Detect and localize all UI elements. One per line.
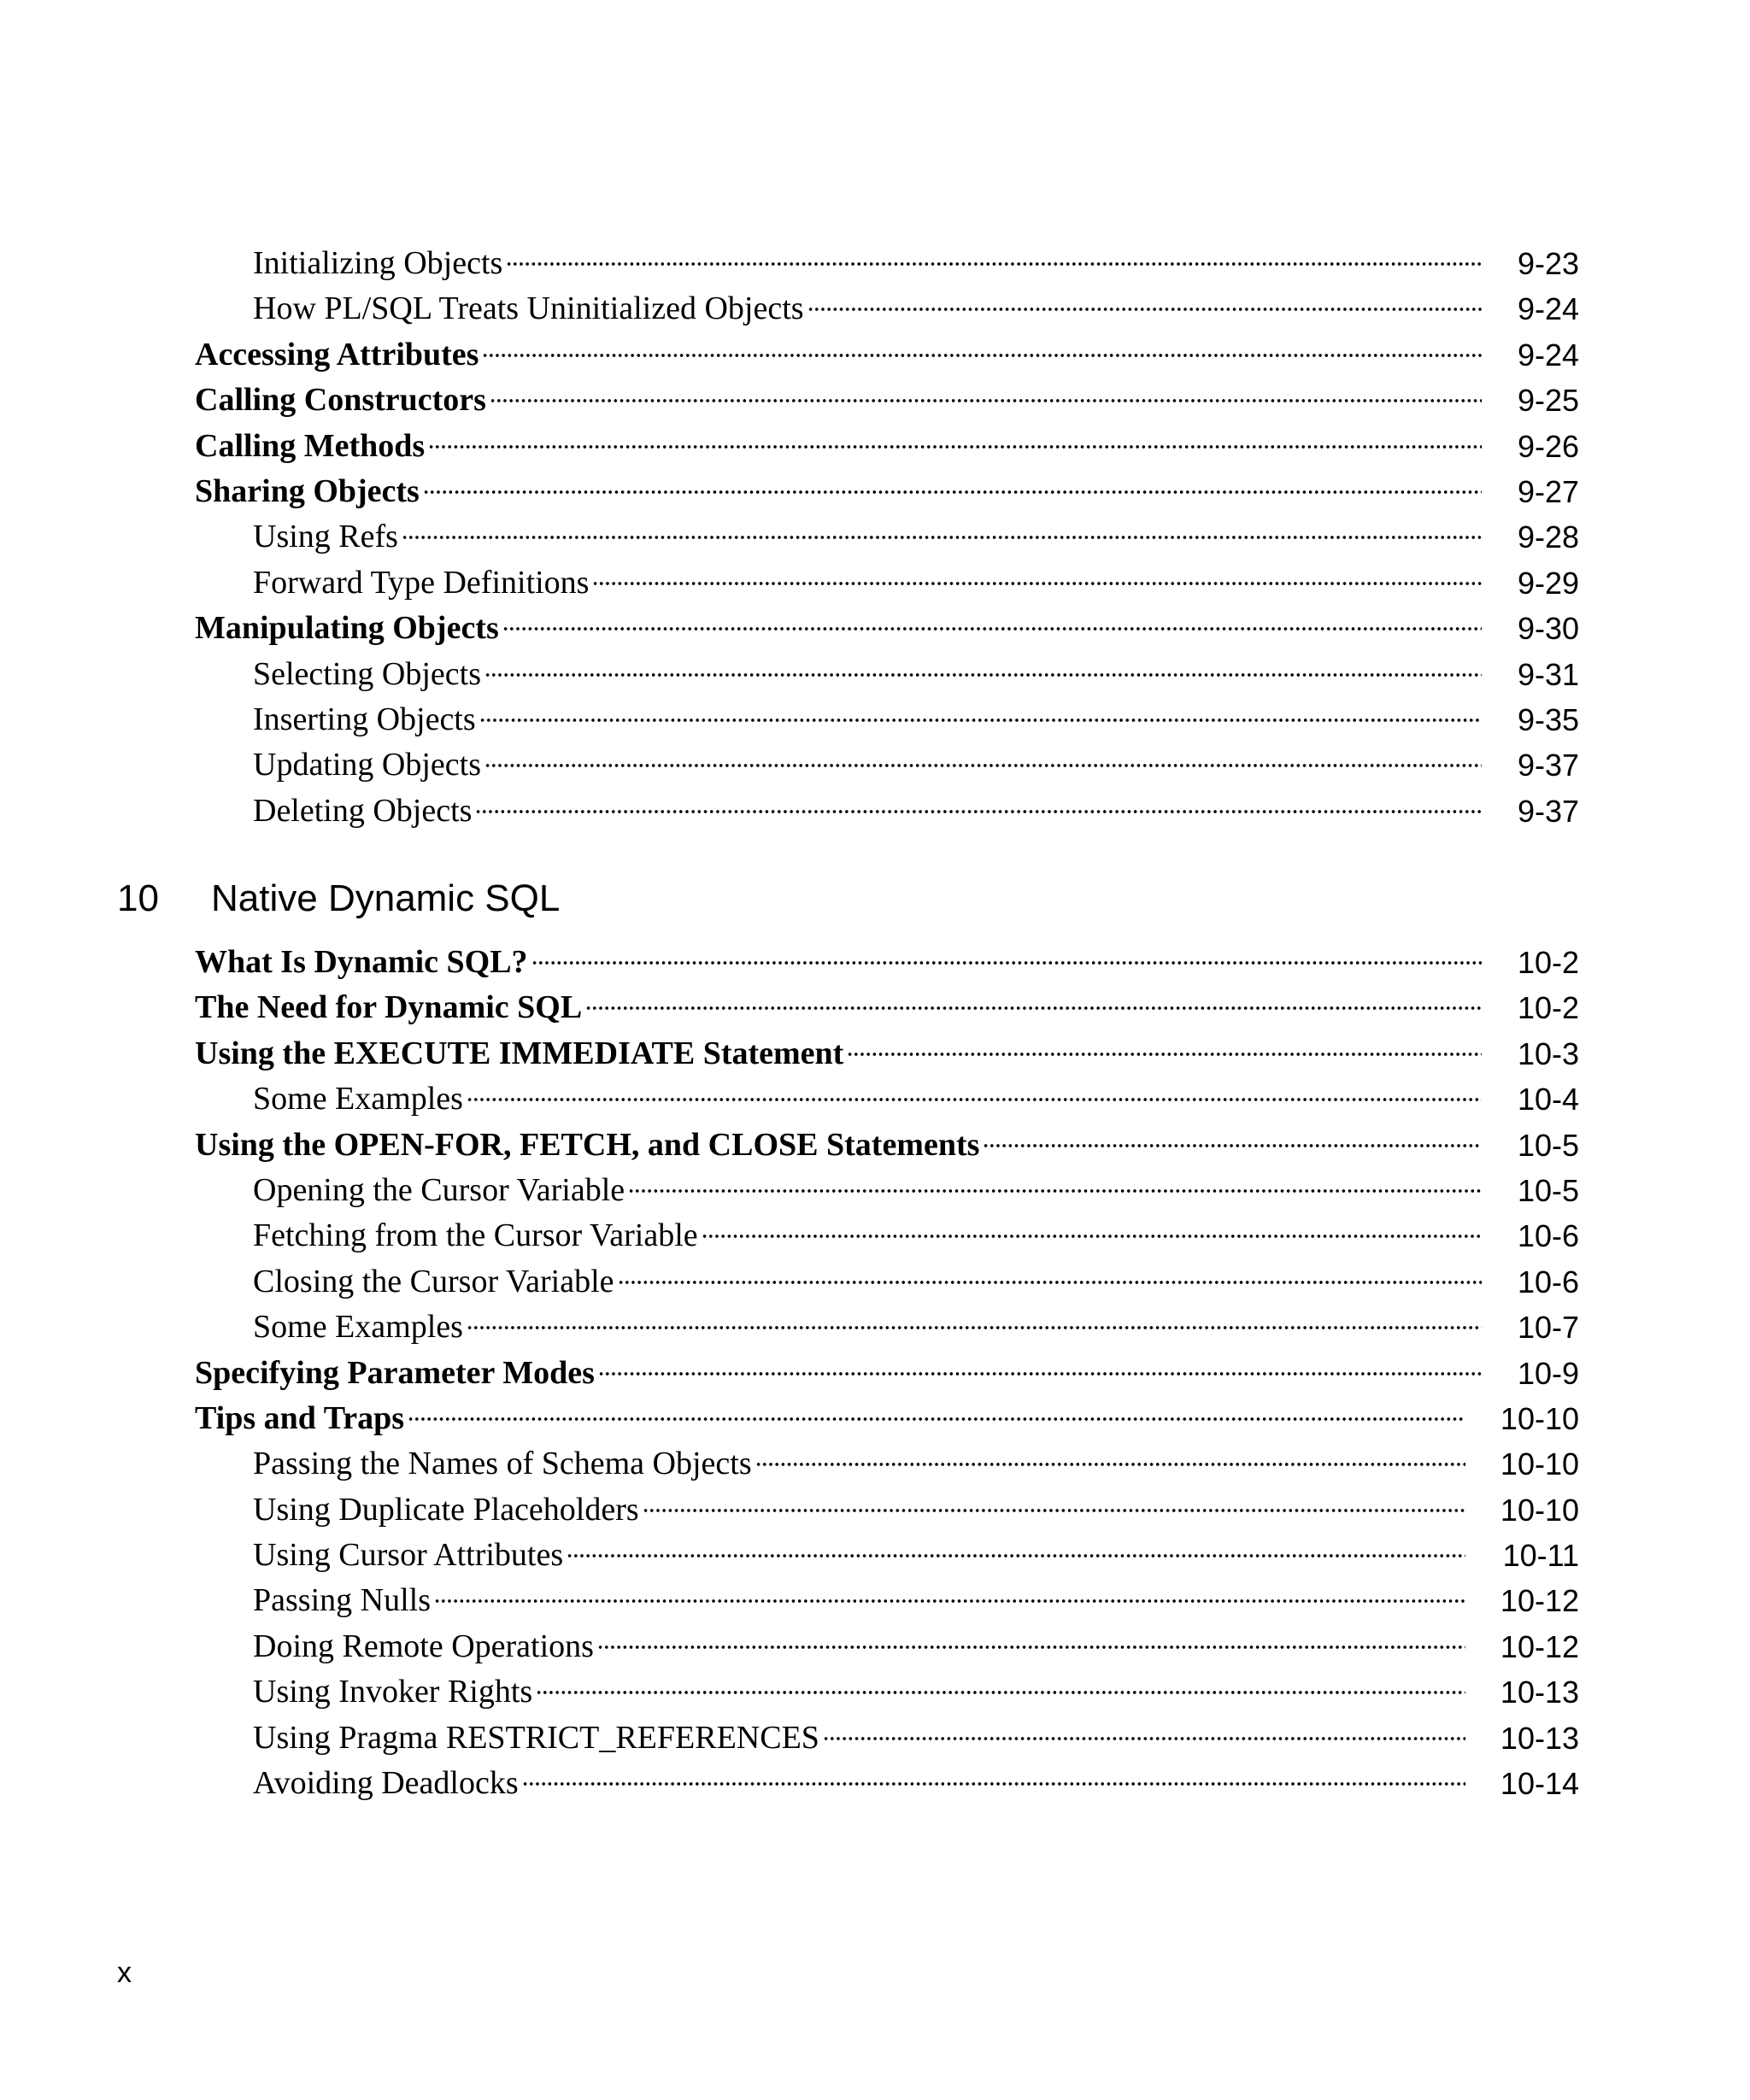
toc-entry-line [253, 1441, 1465, 1487]
toc-entry-page-number: 10-10 [1500, 1446, 1579, 1482]
toc-entry-line [195, 1351, 1482, 1396]
dot-leader [531, 959, 1482, 966]
dot-leader [423, 489, 1482, 496]
toc-entry[interactable] [0, 1716, 1750, 1761]
toc-entry-line [253, 1716, 1465, 1761]
toc-entry-page-number: 9-27 [1517, 473, 1579, 509]
dot-leader [643, 1507, 1465, 1514]
dot-leader [475, 808, 1482, 815]
toc-entry-page-number: 9-29 [1517, 565, 1579, 601]
toc-entry-line [253, 241, 1482, 286]
toc-entry-title: Closing the Cursor Variable [253, 1263, 614, 1299]
toc-entry-line [253, 1213, 1482, 1258]
toc-entry-title: Using the OPEN-FOR, FETCH, and CLOSE Statements [195, 1126, 980, 1163]
dot-leader [502, 625, 1482, 632]
dot-leader [479, 717, 1482, 724]
chapter-number: 10 [117, 877, 159, 919]
toc-entry-page-number: 10-7 [1517, 1310, 1579, 1346]
toc-entry-title: Using Invoker Rights [253, 1674, 533, 1710]
toc-entry-title: Doing Remote Operations [253, 1628, 594, 1664]
toc-entry[interactable] [0, 1533, 1750, 1578]
toc-entry-line [195, 1396, 1465, 1441]
toc-entry[interactable] [0, 332, 1750, 378]
toc-entry-page-number: 9-24 [1517, 337, 1579, 372]
toc-entry[interactable] [0, 697, 1750, 742]
toc-entry-line [195, 469, 1482, 514]
toc-entry[interactable] [0, 378, 1750, 423]
toc-entry-page-number: 9-35 [1517, 701, 1579, 737]
toc-entry-page-number: 10-6 [1517, 1264, 1579, 1299]
dot-leader [467, 1324, 1482, 1331]
toc-entry[interactable] [0, 1076, 1750, 1122]
toc-entry[interactable] [0, 1031, 1750, 1076]
toc-entry[interactable] [0, 789, 1750, 834]
dot-leader [598, 1370, 1482, 1377]
dot-leader [567, 1552, 1465, 1559]
toc-entry-title: Passing the Names of Schema Objects [253, 1446, 752, 1482]
toc-entry-line [253, 1487, 1465, 1533]
toc-entry-title: Specifying Parameter Modes [195, 1354, 595, 1391]
toc-entry-line [195, 940, 1482, 985]
toc-entry-line [253, 1259, 1482, 1305]
toc-entry-title: The Need for Dynamic SQL [195, 989, 583, 1026]
toc-entry-page-number: 9-31 [1517, 656, 1579, 692]
dot-leader [506, 261, 1482, 267]
toc-entry-title: Some Examples [253, 1309, 463, 1346]
toc-entry-page-number: 10-2 [1517, 945, 1579, 980]
toc-entry[interactable] [0, 1259, 1750, 1305]
toc-entry-page-number: 10-10 [1500, 1492, 1579, 1528]
toc-entry[interactable] [0, 469, 1750, 514]
toc-entry-line [195, 424, 1482, 469]
dot-leader [434, 1598, 1465, 1604]
toc-entry-page-number: 10-5 [1517, 1127, 1579, 1163]
toc-entry-line [253, 1669, 1465, 1715]
toc-entry-title: Updating Objects [253, 747, 482, 783]
toc-entry-title: Opening the Cursor Variable [253, 1171, 625, 1208]
toc-entry-line [253, 286, 1482, 331]
dot-leader [522, 1780, 1465, 1787]
toc-entry-line [253, 1578, 1465, 1623]
toc-entry-line [253, 652, 1482, 697]
toc-entry[interactable] [0, 1123, 1750, 1168]
toc-entry-title: Deleting Objects [253, 792, 473, 829]
toc-entry[interactable] [0, 1351, 1750, 1396]
toc-entry[interactable] [0, 241, 1750, 286]
toc-entry[interactable] [0, 1168, 1750, 1213]
toc-entry-title: Forward Type Definitions [253, 564, 590, 601]
dot-leader [585, 1005, 1482, 1012]
dot-leader [402, 534, 1482, 541]
toc-entry-page-number: 9-23 [1517, 246, 1579, 281]
toc-entry[interactable] [0, 985, 1750, 1030]
toc-entry[interactable] [0, 514, 1750, 560]
toc-entry-title: Using Pragma RESTRICT_REFERENCES [253, 1719, 819, 1756]
toc-entry-page-number: 10-13 [1500, 1675, 1579, 1710]
toc-entry[interactable] [0, 606, 1750, 651]
toc-entry-title: Sharing Objects [195, 472, 420, 509]
toc-entry-title: Some Examples [253, 1081, 463, 1117]
dot-leader [628, 1188, 1482, 1194]
toc-entry-title: Using Duplicate Placeholders [253, 1491, 639, 1528]
dot-leader [428, 443, 1482, 450]
toc-entry-title: Selecting Objects [253, 655, 481, 692]
toc-entry-title: Manipulating Objects [195, 610, 499, 647]
toc-entry-title: Calling Constructors [195, 382, 486, 419]
toc-entry-page-number: 9-37 [1517, 748, 1579, 783]
toc-continued-list [0, 241, 1750, 834]
toc-entry-page-number: 10-12 [1500, 1628, 1579, 1664]
toc-entry[interactable] [0, 286, 1750, 331]
toc-entry-line [195, 378, 1482, 423]
footer-page-number: x [117, 1956, 132, 1989]
toc-entry-line [253, 697, 1482, 742]
toc-entry-title: Passing Nulls [253, 1582, 431, 1619]
toc-entry-title: Inserting Objects [253, 701, 476, 737]
toc-entry-line [253, 1624, 1465, 1669]
toc-entry-line [195, 1123, 1482, 1168]
toc-entry-title: Accessing Attributes [195, 336, 479, 372]
toc-entry[interactable] [0, 424, 1750, 469]
toc-entry-page-number: 10-13 [1500, 1720, 1579, 1756]
dot-leader [484, 762, 1482, 769]
toc-entry-page-number: 9-28 [1517, 519, 1579, 555]
dot-leader [847, 1051, 1482, 1058]
toc-entry[interactable] [0, 1487, 1750, 1533]
toc-entry-page-number: 10-12 [1500, 1583, 1579, 1619]
toc-entry-title: Tips and Traps [195, 1399, 405, 1436]
toc-entry-page-number: 10-14 [1500, 1766, 1579, 1802]
toc-entry-page-number: 9-30 [1517, 611, 1579, 647]
toc-entry-title: Avoiding Deadlocks [253, 1765, 519, 1802]
toc-entry-line [253, 1305, 1482, 1350]
chapter-10-entry-list [0, 940, 1750, 1806]
toc-entry-title: Using the EXECUTE IMMEDIATE Statement [195, 1035, 844, 1071]
toc-entry[interactable] [0, 1396, 1750, 1441]
dot-leader [983, 1142, 1482, 1149]
toc-entry-line [253, 1076, 1482, 1122]
toc-entry-line [253, 789, 1482, 834]
toc-entry[interactable] [0, 1213, 1750, 1258]
toc-entry[interactable] [0, 940, 1750, 985]
toc-entry-title: Fetching from the Cursor Variable [253, 1217, 698, 1254]
toc-entry[interactable] [0, 1305, 1750, 1350]
toc-entry-line [195, 332, 1482, 378]
toc-entry-title: How PL/SQL Treats Uninitialized Objects [253, 290, 804, 327]
toc-entry-title: Using Refs [253, 519, 398, 555]
dot-leader [702, 1233, 1482, 1240]
dot-leader [807, 306, 1482, 313]
dot-leader [408, 1416, 1465, 1422]
toc-entry-line [195, 1031, 1482, 1076]
toc-entry-page-number: 9-25 [1517, 383, 1579, 419]
dot-leader [592, 580, 1482, 587]
dot-leader [482, 352, 1482, 359]
dot-leader [597, 1644, 1465, 1651]
toc-entry-line [253, 1761, 1465, 1806]
dot-leader [755, 1461, 1465, 1468]
dot-leader [484, 672, 1482, 678]
toc-entry[interactable] [0, 1624, 1750, 1669]
toc-entry-title: Using Cursor Attributes [253, 1537, 564, 1574]
toc-entry-line [253, 742, 1482, 788]
toc-entry[interactable] [0, 560, 1750, 606]
dot-leader [536, 1689, 1465, 1696]
toc-entry-line [253, 560, 1482, 606]
toc-entry[interactable] [0, 742, 1750, 788]
toc-entry[interactable] [0, 1441, 1750, 1487]
toc-entry-title: What Is Dynamic SQL? [195, 944, 528, 980]
toc-entry-page-number: 10-4 [1517, 1082, 1579, 1117]
toc-entry-line [253, 1533, 1465, 1578]
toc-entry[interactable] [0, 1578, 1750, 1623]
toc-entry-line [253, 514, 1482, 560]
dot-leader [618, 1279, 1482, 1286]
toc-entry-page-number: 9-37 [1517, 793, 1579, 829]
toc-entry-page-number: 10-11 [1502, 1538, 1579, 1574]
toc-entry[interactable] [0, 1669, 1750, 1715]
dot-leader [490, 397, 1482, 404]
chapter-title: Native Dynamic SQL [211, 877, 561, 919]
toc-entry-page-number: 10-6 [1517, 1218, 1579, 1254]
dot-leader [467, 1096, 1482, 1103]
toc-entry[interactable] [0, 1761, 1750, 1806]
toc-entry-page-number: 10-10 [1500, 1400, 1579, 1436]
toc-entry-page-number: 9-26 [1517, 428, 1579, 464]
toc-entry-page-number: 10-9 [1517, 1355, 1579, 1391]
toc-entry-page-number: 10-3 [1517, 1035, 1579, 1071]
toc-entry-line [195, 606, 1482, 651]
toc-entry[interactable] [0, 652, 1750, 697]
toc-entry-line [195, 985, 1482, 1030]
toc-entry-line [253, 1168, 1482, 1213]
toc-entry-page-number: 10-5 [1517, 1172, 1579, 1208]
toc-entry-page-number: 9-24 [1517, 291, 1579, 327]
dot-leader [823, 1735, 1465, 1742]
toc-entry-title: Calling Methods [195, 427, 426, 464]
toc-entry-title: Initializing Objects [253, 245, 503, 281]
toc-entry-page-number: 10-2 [1517, 990, 1579, 1026]
